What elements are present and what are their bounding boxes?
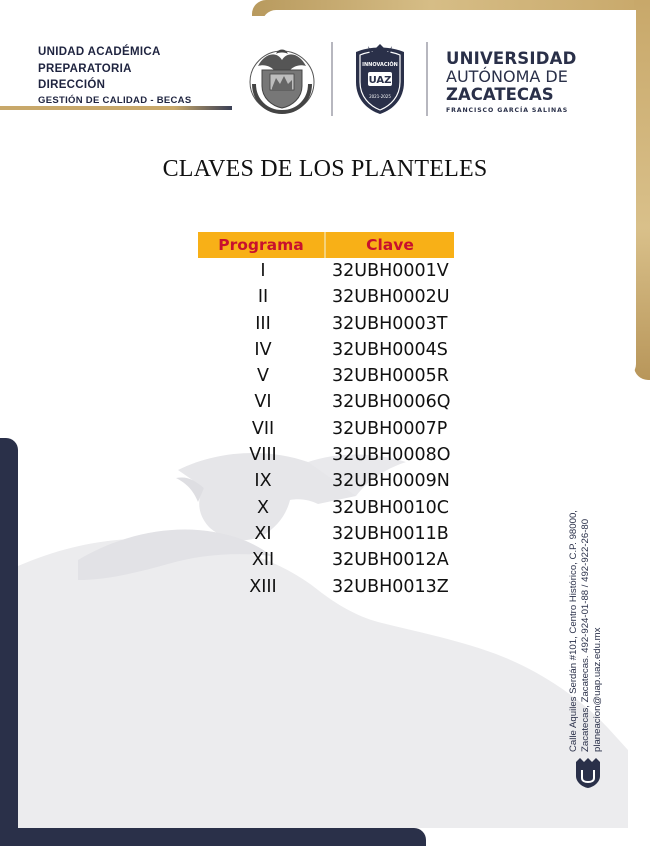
clave-cell: 32UBH0011B <box>332 523 449 544</box>
header-divider <box>331 42 333 116</box>
clave-cell: 32UBH0003T <box>332 313 448 334</box>
programa-cell: XI <box>254 523 272 544</box>
programa-cell: VI <box>254 392 272 413</box>
table-row <box>198 337 454 363</box>
table-row <box>198 258 454 284</box>
table-body <box>198 258 454 600</box>
clave-cell: 32UBH0001V <box>332 261 449 281</box>
table-header-row <box>198 232 454 258</box>
table-header-programa: Programa <box>198 232 326 258</box>
programa-cell: X <box>257 497 269 518</box>
table-row <box>198 442 454 468</box>
shield-years-text: 2021-2025 <box>369 94 391 99</box>
header-rule <box>0 106 232 110</box>
clave-cell: 32UBH0007P <box>332 418 448 439</box>
clave-cell: 32UBH0008O <box>332 445 451 466</box>
gold-frame-right <box>634 0 650 380</box>
table-row <box>198 311 454 337</box>
university-name-line2: AUTÓNOMA DE <box>446 67 568 86</box>
table-row <box>198 284 454 310</box>
programa-cell: III <box>255 313 271 334</box>
programa-cell: IX <box>254 471 272 492</box>
shield-top-text: INNOVACIÓN <box>362 62 398 68</box>
footer-address <box>568 502 604 752</box>
programa-cell: I <box>260 261 266 281</box>
programa-cell: XIII <box>249 576 277 597</box>
header-unit-block <box>38 44 191 108</box>
programa-cell: V <box>257 366 269 387</box>
programa-cell: VIII <box>249 445 277 466</box>
university-name-line4: FRANCISCO GARCÍA SALINAS <box>446 107 569 114</box>
university-name-line3: ZACATECAS <box>446 85 554 104</box>
clave-cell: 32UBH0009N <box>332 471 450 492</box>
programa-cell: IV <box>254 339 272 360</box>
table-header-clave: Clave <box>366 236 414 254</box>
clave-cell: 32UBH0013Z <box>332 576 449 597</box>
university-name-line1: UNIVERSIDAD <box>446 49 577 68</box>
navy-frame-left <box>0 438 18 846</box>
header-divider-2 <box>426 42 428 116</box>
address-line-3: planeacion@uap.uaz.edu.mx <box>592 627 603 752</box>
table-row <box>198 416 454 442</box>
page-title: CLAVES DE LOS PLANTELES <box>162 156 488 182</box>
clave-cell: 32UBH0010C <box>332 497 449 518</box>
uaz-small-logo-icon <box>574 758 602 788</box>
clave-cell: 32UBH0012A <box>332 550 449 571</box>
programa-cell: II <box>257 287 269 308</box>
claves-table <box>198 232 454 600</box>
address-line-1: Calle Aquiles Serdán #101, Centro Histórico, C.P. 98000, <box>568 510 579 752</box>
address-line-2: Zacatecas, Zacatecas. 492-924-01-88 / 492-922-26-80 <box>580 518 591 752</box>
table-row <box>198 521 454 547</box>
navy-frame-bottom <box>0 828 426 846</box>
table-row <box>198 468 454 494</box>
clave-cell: 32UBH0006Q <box>332 392 451 413</box>
uaz-shield-icon <box>350 42 410 116</box>
clave-cell: 32UBH0005R <box>332 366 449 387</box>
table-row <box>198 363 454 389</box>
eagle-seal-icon <box>246 44 318 116</box>
programa-cell: XII <box>251 550 275 571</box>
header-line-gestion: GESTIÓN DE CALIDAD - BECAS <box>38 94 192 106</box>
table-row <box>198 495 454 521</box>
header-line-preparatoria: PREPARATORIA <box>38 62 132 75</box>
table-row <box>198 389 454 415</box>
header-line-unit: UNIDAD ACADÉMICA <box>38 46 161 58</box>
university-name-block <box>446 50 576 115</box>
table-row <box>198 574 454 600</box>
clave-cell: 32UBH0002U <box>332 287 450 308</box>
table-row <box>198 547 454 573</box>
programa-cell: VII <box>251 418 275 439</box>
header-line-direccion: DIRECCIÓN <box>38 79 106 91</box>
clave-cell: 32UBH0004S <box>332 339 448 360</box>
shield-center-text: UAZ <box>368 75 392 86</box>
